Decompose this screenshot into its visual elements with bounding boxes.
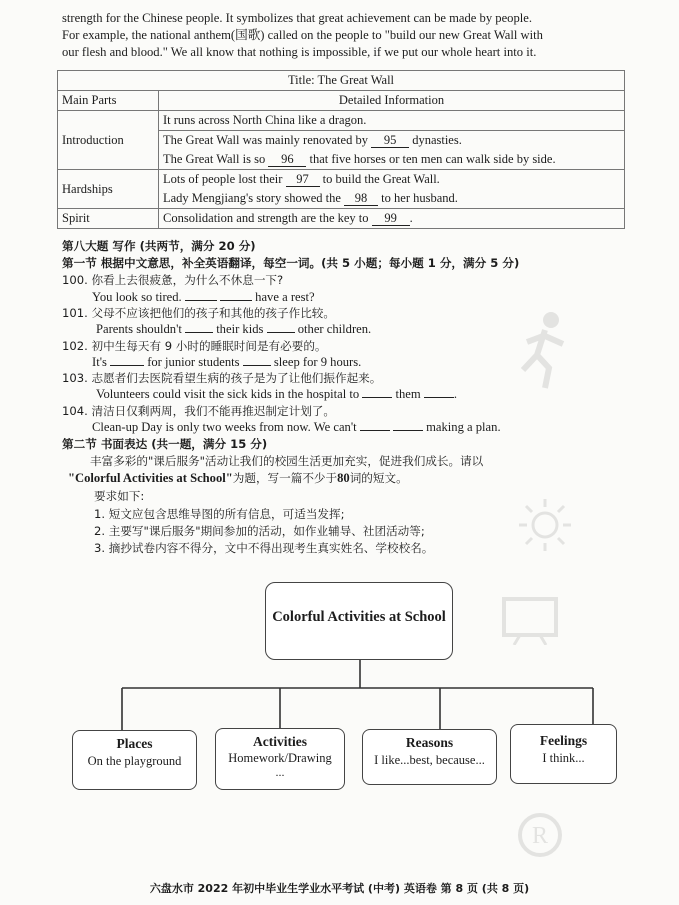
row-label-spirit: Spirit xyxy=(58,209,159,229)
hardships-row-2-tail: to her husband. xyxy=(381,191,458,205)
node-line: I think... xyxy=(542,751,585,765)
hardships-row-1-tail: to build the Great Wall. xyxy=(322,172,440,186)
intro-row-2-text: The Great Wall was mainly renovated by xyxy=(163,133,368,147)
q102-chinese: 102. 初中生每天有 9 小时的睡眠时间是有必要的。 xyxy=(62,339,327,353)
node-title: Reasons xyxy=(405,735,454,750)
blank-96[interactable]: 96 xyxy=(268,152,306,167)
q103-text: Volunteers could visit the sick kids in the hospital to xyxy=(96,387,360,401)
node-title: Places xyxy=(116,736,153,751)
essay-prompt-line-1: 丰富多彩的"课后服务"活动让我们的校园生活更加充实，促进我们成长。请以 xyxy=(90,454,484,468)
mindmap-node-places xyxy=(72,730,197,790)
q101-mid: their kids xyxy=(216,322,264,336)
svg-text:R: R xyxy=(532,823,549,849)
q104-tail: making a plan. xyxy=(426,420,501,434)
section2-heading: 第二节 书面表达 (共一题，满分 15 分) xyxy=(62,437,268,451)
node-title: Activities xyxy=(253,734,307,749)
essay-word-count: 80 xyxy=(337,471,350,485)
spirit-row-tail: . xyxy=(409,211,413,225)
intro-line: strength for the Chinese people. It symbolizes that great achievement can be made by people. xyxy=(62,11,533,25)
q102-text: It's xyxy=(92,355,107,369)
intro-row-2-tail: dynasties. xyxy=(412,133,462,147)
intro-line: For example, the national anthem(国歌) called on the people to "build our new Great Wall with xyxy=(62,28,543,42)
node-line-2: ... xyxy=(275,765,285,779)
hardships-row-1-text: Lots of people lost their xyxy=(163,172,283,186)
col-header-main: Main Parts xyxy=(58,91,159,111)
q100-chinese: 100. 你看上去很疲惫，为什么不休息一下? xyxy=(62,273,284,287)
mindmap-node-feelings xyxy=(510,724,617,784)
intro-row-3-text: The Great Wall is so xyxy=(163,152,266,166)
essay-title: "Colorful Activities at School" xyxy=(68,471,233,485)
node-line: On the playground xyxy=(87,754,182,768)
blank-97[interactable]: 97 xyxy=(286,172,320,187)
node-line: I like...best, because... xyxy=(374,753,485,767)
q104-chinese: 104. 清洁日仅剩两周，我们不能再推迟制定计划了。 xyxy=(62,404,335,418)
q100-tail: have a rest? xyxy=(255,290,315,304)
q102-tail: sleep for 9 hours. xyxy=(273,355,362,369)
q101-chinese: 101. 父母不应该把他们的孩子和其他的孩子作比较。 xyxy=(62,306,335,320)
col-header-detail: Detailed Information xyxy=(159,91,625,111)
node-line: Homework/Drawing xyxy=(228,751,332,765)
requirement-3: 3. 摘抄试卷内容不得分，文中不得出现考生真实姓名、学校校名。 xyxy=(94,541,434,555)
requirements-heading: 要求如下: xyxy=(94,489,145,503)
requirement-1: 1. 短文应包含思维导图的所有信息，可适当发挥; xyxy=(94,507,345,521)
spirit-row-text: Consolidation and strength are the key to xyxy=(163,211,369,225)
blank-98[interactable]: 98 xyxy=(344,191,378,206)
hardships-row-2-text: Lady Mengjiang's story showed the xyxy=(163,191,341,205)
requirement-2: 2. 主要写"课后服务"期间参加的活动，如作业辅导、社团活动等; xyxy=(94,524,425,538)
page-footer: 六盘水市 2022 年初中毕业生学业水平考试 (中考) 英语卷 第 8 页 (共 8 页) xyxy=(149,882,530,895)
intro-row-3-tail: that five horses or ten men can walk side by side. xyxy=(309,152,556,166)
q102-mid: for junior students xyxy=(147,355,240,369)
row-label-introduction: Introduction xyxy=(58,111,159,170)
table-title: Title: The Great Wall xyxy=(58,71,625,91)
mindmap-root xyxy=(265,582,453,660)
q103-chinese: 103. 志愿者们去医院看望生病的孩子是为了让他们振作起来。 xyxy=(62,371,382,385)
row-label-hardships: Hardships xyxy=(58,170,159,209)
blank-95[interactable]: 95 xyxy=(371,133,409,148)
q103-mid: them xyxy=(395,387,421,401)
q104-text: Clean-up Day is only two weeks from now. We can't xyxy=(92,420,357,434)
q100-text: You look so tired. xyxy=(92,290,182,304)
mindmap-root-title: Colorful Activities at School xyxy=(272,609,446,625)
q101-tail: other children. xyxy=(297,322,372,336)
mindmap-node-activities xyxy=(215,728,345,790)
blank-99[interactable]: 99 xyxy=(372,211,410,226)
node-title: Feelings xyxy=(539,733,588,748)
essay-prompt-mid: 为题，写一篇不少于 xyxy=(232,471,338,485)
intro-line: our flesh and blood." We all know that nothing is impossible, if we put our whole heart into it. xyxy=(62,45,537,59)
intro-row-1: It runs across North China like a dragon. xyxy=(159,111,625,131)
section1-heading: 第一节 根据中文意思，补全英语翻译，每空一词。(共 5 小题；每小题 1 分，满分 5 分) xyxy=(62,256,520,270)
mindmap-node-reasons xyxy=(362,729,497,785)
part8-heading: 第八大题 写作 (共两节，满分 20 分) xyxy=(62,239,256,253)
q103-tail: . xyxy=(453,387,457,401)
essay-prompt-tail: 词的短文。 xyxy=(349,471,408,485)
q101-text: Parents shouldn't xyxy=(96,322,182,336)
